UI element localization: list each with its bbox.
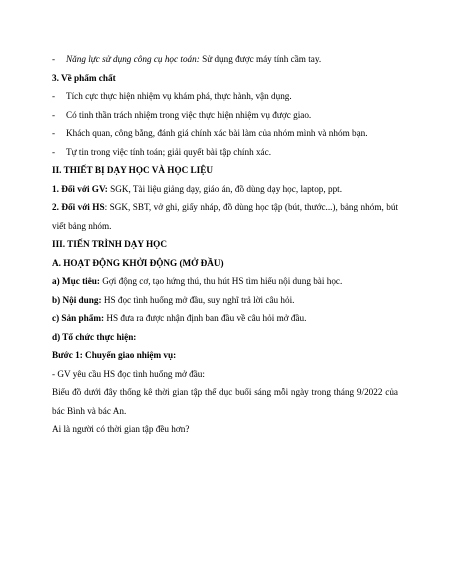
- organization-heading: d) Tổ chức thực hiện:: [52, 331, 137, 342]
- bullet-dash: -: [52, 109, 56, 120]
- objective-label: a) Mục tiêu:: [52, 276, 100, 286]
- list-item: [52, 87, 398, 106]
- skill-label: Năng lực sử dụng công cụ học toán:: [66, 54, 200, 64]
- quality-text: Tự tin trong việc tính toán; giải quyết bài tập chính xác.: [66, 146, 272, 157]
- product-text: HS đưa ra được nhận định ban đầu về câu hỏi mở đầu.: [104, 313, 307, 323]
- objective: [52, 272, 398, 291]
- product-label: c) Sản phẩm:: [52, 313, 105, 323]
- step-1-heading: Bước 1: Chuyển giao nhiệm vụ:: [52, 350, 177, 360]
- chart-description: Biểu đồ dưới đây thống kê thời gian tập thể dục buổi sáng mỗi ngày trong tháng 9/2022 của bác Bình và bác An.: [52, 387, 398, 416]
- teacher-request: - GV yêu cầu HS đọc tình huống mở đầu:: [52, 368, 205, 379]
- section-heading-thiet-bi: II. THIẾT BỊ DẠY HỌC VÀ HỌC LIỆU: [52, 165, 213, 175]
- content-label: b) Nội dung:: [52, 294, 102, 305]
- objective-text: Gợi động cơ, tạo hứng thú, thu hút HS tìm hiểu nội dung bài học.: [99, 276, 343, 286]
- student-materials: [52, 198, 398, 235]
- quality-text: Tích cực thực hiện nhiệm vụ khám phá, thực hành, vận dụng.: [66, 91, 292, 101]
- student-label: 2. Đối với HS: [52, 202, 105, 212]
- product: [52, 309, 398, 328]
- skill-text: Sử dụng được máy tính cầm tay.: [199, 54, 322, 64]
- content-text: HS đọc tình huống mở đầu, suy nghĩ trả lời câu hỏi.: [101, 294, 295, 305]
- content: [52, 291, 398, 310]
- list-item: [52, 143, 398, 162]
- section-heading-pham-chat: 3. Về phẩm chất: [52, 72, 116, 83]
- quality-text: Khách quan, công bằng, đánh giá chính xác bài làm của nhóm mình và nhóm bạn.: [66, 128, 368, 138]
- bullet-dash: -: [52, 128, 56, 138]
- quality-text: Có tinh thần trách nhiệm trong việc thực hiện nhiệm vụ được giao.: [66, 109, 312, 120]
- teacher-text: SGK, Tài liệu giảng dạy, giáo án, đồ dùng dạy học, laptop, ppt.: [107, 183, 343, 194]
- teacher-materials: [52, 180, 398, 199]
- list-item: [52, 106, 398, 125]
- student-text: : SGK, SBT, vở ghi, giấy nháp, đồ dùng học tập (bút, thước...), bảng nhóm, bút viết bảng nhóm.: [52, 202, 398, 231]
- question: Ai là người có thời gian tập đều hơn?: [52, 424, 190, 434]
- section-heading-hoat-dong: A. HOẠT ĐỘNG KHỞI ĐỘNG (MỞ ĐẦU): [52, 257, 224, 268]
- bullet-dash: -: [52, 146, 56, 157]
- bullet-dash: -: [52, 54, 56, 64]
- document-page: [52, 50, 398, 439]
- section-heading-tien-trinh: III. TIẾN TRÌNH DẠY HỌC: [52, 239, 167, 249]
- list-item: [52, 50, 398, 69]
- list-item: [52, 124, 398, 143]
- bullet-dash: -: [52, 91, 56, 101]
- teacher-label: 1. Đối với GV:: [52, 183, 108, 194]
